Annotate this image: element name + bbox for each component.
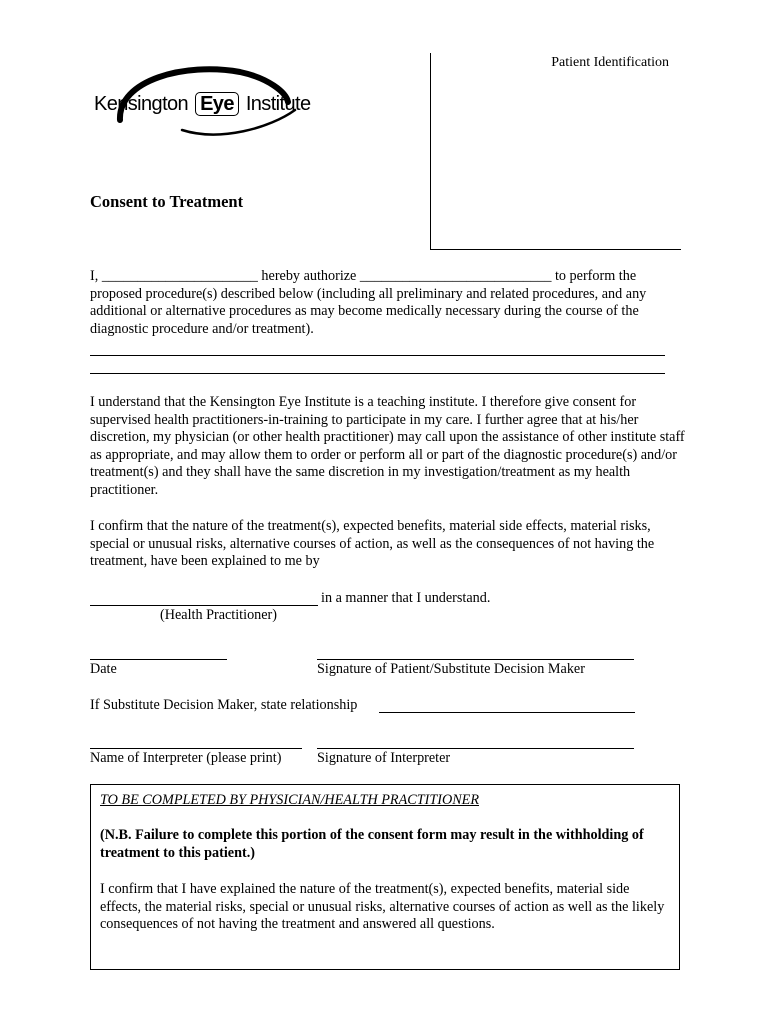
logo-word-institute: Institute xyxy=(245,93,311,115)
logo-word-eye: Eye xyxy=(195,92,239,116)
physician-section-warning: (N.B. Failure to complete this portion of the consent form may result in the withholding of treatment to this patient.) xyxy=(100,827,644,861)
date-label: Date xyxy=(90,661,117,677)
confirmation-paragraph: I confirm that the nature of the treatment(s), expected benefits, material side effects, material risks, special or unusual risks, alternative courses of action, as well as the consequences of not having the treatment, have been explained to me by xyxy=(90,518,655,570)
physician-section-heading: TO BE COMPLETED BY PHYSICIAN/HEALTH PRACTITIONER xyxy=(100,792,479,808)
interpreter-signature-label: Signature of Interpreter xyxy=(317,750,451,766)
procedure-description-line-1[interactable] xyxy=(90,355,665,356)
health-practitioner-caption: (Health Practitioner) xyxy=(160,607,277,623)
relationship-field[interactable] xyxy=(379,712,635,713)
interpreter-signature-field[interactable] xyxy=(317,748,634,749)
date-field[interactable] xyxy=(90,659,227,660)
patient-identification-box[interactable] xyxy=(430,53,681,250)
practitioner-suffix-text: in a manner that I understand. xyxy=(321,590,491,606)
physician-section-box xyxy=(90,784,680,970)
patient-signature-field[interactable] xyxy=(317,659,634,660)
teaching-institute-paragraph: I understand that the Kensington Eye Institute is a teaching institute. I therefore give consent for supervised health practitioners-in-training to participate in my care. I further agree that at his/her discretion, my physician (or other health practitioner) may call upon the assistance of other institute staff as appropriate, and may allow them to order or perform all or part of the diagnostic procedure(s) and/or treatment(s) and they shall have the same discretion in my investigation/treatment as my health practitioner. xyxy=(90,394,685,498)
authorization-rest: proposed procedure(s) described below (including all preliminary and related procedures, and any additional or alternative procedures as may become medically necessary during the course of the diagnostic procedure and/or treatment). xyxy=(90,285,647,337)
patient-signature-label: Signature of Patient/Substitute Decision Maker xyxy=(317,661,585,677)
relationship-label: If Substitute Decision Maker, state relationship xyxy=(90,697,358,713)
physician-confirmation-text: I confirm that I have explained the nature of the treatment(s), expected benefits, material side effects, the material risks, special or unusual risks, alternative courses of action as well as the likely consequences of not having the treatment and answered all questions. xyxy=(100,881,665,933)
logo-wordmark xyxy=(94,93,310,116)
form-title: Consent to Treatment xyxy=(90,192,244,211)
authorization-paragraph xyxy=(90,268,685,338)
interpreter-name-label: Name of Interpreter (please print) xyxy=(90,750,282,766)
institute-logo xyxy=(90,62,320,142)
health-practitioner-field[interactable] xyxy=(90,605,318,606)
interpreter-name-field[interactable] xyxy=(90,748,302,749)
procedure-description-line-2[interactable] xyxy=(90,373,665,374)
patient-identification-label: Patient Identification xyxy=(551,55,669,70)
authorization-line-1: I, ______________________ hereby authorize ___________________________ to perform the xyxy=(90,268,637,284)
logo-word-kensington: Kensington xyxy=(94,93,189,115)
